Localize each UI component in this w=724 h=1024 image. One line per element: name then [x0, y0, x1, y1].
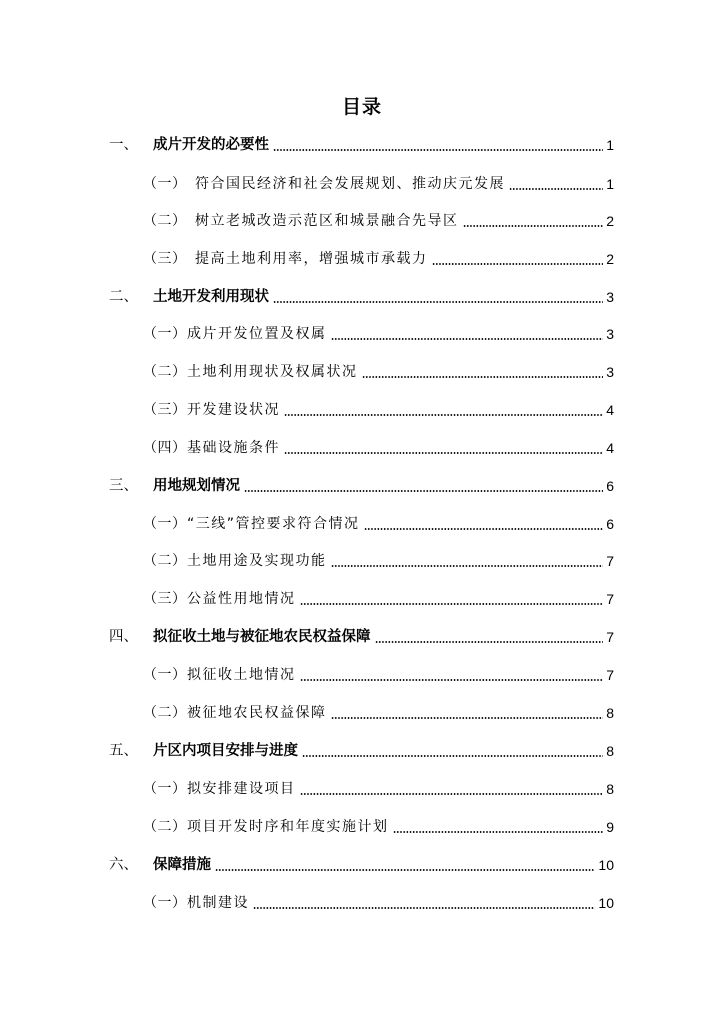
toc-page-number: 1	[606, 137, 614, 153]
toc-entry-title: 成片开发的必要性	[153, 132, 273, 158]
toc-subsection-entry[interactable]	[0, 548, 724, 574]
toc-entry-title: 基础设施条件	[187, 435, 284, 461]
toc-subsection-entry[interactable]	[0, 700, 724, 726]
toc-subsection-entry[interactable]	[0, 435, 724, 461]
toc-entry-number: （三）	[143, 591, 187, 607]
toc-dot-leader	[253, 907, 595, 909]
toc-page-number: 4	[606, 440, 614, 456]
toc-section-entry[interactable]	[0, 738, 724, 764]
toc-entry-title: 树立老城改造示范区和城景融合先导区	[195, 208, 463, 234]
toc-entry-number: （一）	[143, 326, 187, 342]
toc-section-entry[interactable]	[0, 473, 724, 499]
toc-entry-title: “三线”管控要求符合情况	[187, 511, 364, 537]
toc-subsection-entry[interactable]	[0, 586, 724, 612]
toc-entry-number: 三、	[109, 478, 138, 494]
toc-entry-title: 成片开发位置及权属	[187, 321, 331, 347]
toc-page-number: 8	[606, 743, 614, 759]
toc-dot-leader	[364, 528, 603, 530]
toc-subsection-entry[interactable]	[0, 208, 724, 234]
toc-dot-leader	[375, 641, 603, 643]
toc-dot-leader	[432, 263, 603, 265]
toc-section-entry[interactable]	[0, 132, 724, 158]
page-title: 目录	[341, 96, 382, 118]
toc-entry-number: （一）	[143, 667, 187, 683]
toc-entry-title: 拟征收土地与被征地农民权益保障	[153, 624, 375, 650]
toc-entry-number: （四）	[143, 440, 187, 456]
toc-entry-number: 四、	[109, 629, 138, 645]
toc-dot-leader	[300, 679, 603, 681]
toc-dot-leader	[362, 376, 603, 378]
toc-dot-leader	[273, 301, 603, 303]
toc-subsection-entry[interactable]	[0, 776, 724, 802]
toc-page-number: 3	[606, 326, 614, 342]
toc-dot-leader	[284, 414, 603, 416]
toc-entry-title: 公益性用地情况	[187, 586, 300, 612]
toc-page-number: 7	[606, 591, 614, 607]
toc-subsection-entry[interactable]	[0, 662, 724, 688]
toc-page-number: 10	[598, 895, 614, 911]
toc-page-number: 10	[598, 857, 614, 873]
toc-page-number: 3	[606, 289, 614, 305]
toc-section-entry[interactable]	[0, 624, 724, 650]
toc-subsection-entry[interactable]	[0, 890, 724, 916]
toc-entry-title: 符合国民经济和社会发展规划、推动庆元发展	[195, 171, 509, 197]
toc-entry-number: （一）	[143, 781, 187, 797]
toc-page-number: 7	[606, 667, 614, 683]
toc-dot-leader	[509, 188, 603, 190]
toc-subsection-entry[interactable]	[0, 246, 724, 272]
toc-entry-title: 片区内项目安排与进度	[153, 738, 302, 764]
toc-entry-title: 土地开发利用现状	[153, 284, 273, 310]
toc-subsection-entry[interactable]	[0, 511, 724, 537]
toc-entry-number: 一、	[109, 137, 138, 153]
toc-entry-title: 保障措施	[153, 852, 215, 878]
toc-entry-number: （二）	[143, 705, 187, 721]
toc-dot-leader	[331, 565, 603, 567]
toc-page-number: 6	[606, 478, 614, 494]
toc-dot-leader	[331, 717, 603, 719]
toc-dot-leader	[302, 755, 603, 757]
toc-page-number: 8	[606, 781, 614, 797]
toc-dot-leader	[300, 603, 603, 605]
toc-entry-title: 土地用途及实现功能	[187, 548, 331, 574]
toc-subsection-entry[interactable]	[0, 321, 724, 347]
toc-entry-number: 五、	[109, 743, 138, 759]
toc-dot-leader	[463, 225, 603, 227]
toc-entry-number: （一）	[143, 895, 187, 911]
toc-entry-number: （二）	[143, 213, 187, 229]
toc-dot-leader	[393, 831, 603, 833]
toc-page-number: 3	[606, 364, 614, 380]
toc-subsection-entry[interactable]	[0, 171, 724, 197]
toc-page-number: 8	[606, 705, 614, 721]
toc-entry-title: 土地利用现状及权属状况	[187, 359, 362, 385]
toc-entry-number: （一）	[143, 516, 187, 532]
toc-page-number: 9	[606, 819, 614, 835]
toc-entry-title: 拟征收土地情况	[187, 662, 300, 688]
toc-dot-leader	[244, 490, 603, 492]
toc-page-number: 1	[606, 176, 614, 192]
toc-page-number: 6	[606, 516, 614, 532]
toc-page-number: 7	[606, 553, 614, 569]
toc-entry-title: 提高土地利用率，增强城市承载力	[195, 246, 432, 272]
toc-subsection-entry[interactable]	[0, 397, 724, 423]
toc-entry-number: （三）	[143, 402, 187, 418]
toc-entry-number: 六、	[109, 857, 138, 873]
toc-dot-leader	[215, 869, 595, 871]
toc-section-entry[interactable]	[0, 852, 724, 878]
toc-dot-leader	[284, 452, 603, 454]
toc-subsection-entry[interactable]	[0, 359, 724, 385]
toc-entry-number: （三）	[143, 251, 187, 267]
toc-section-entry[interactable]	[0, 284, 724, 310]
toc-page-number: 7	[606, 629, 614, 645]
toc-page-number: 4	[606, 402, 614, 418]
toc-entry-title: 开发建设状况	[187, 397, 284, 423]
toc-entry-number: 二、	[109, 289, 138, 305]
toc-page-number: 2	[606, 213, 614, 229]
toc-entry-title: 项目开发时序和年度实施计划	[187, 814, 393, 840]
toc-entry-number: （一）	[143, 176, 187, 192]
toc-entry-number: （二）	[143, 819, 187, 835]
toc-entry-number: （二）	[143, 364, 187, 380]
toc-dot-leader	[273, 149, 603, 151]
toc-entry-title: 用地规划情况	[153, 473, 244, 499]
toc-entry-title: 拟安排建设项目	[187, 776, 300, 802]
toc-entry-number: （二）	[143, 553, 187, 569]
toc-subsection-entry[interactable]	[0, 814, 724, 840]
toc-dot-leader	[331, 338, 603, 340]
toc-dot-leader	[300, 793, 603, 795]
toc-entry-title: 被征地农民权益保障	[187, 700, 331, 726]
toc-page-number: 2	[606, 251, 614, 267]
toc-entry-title: 机制建设	[187, 890, 253, 916]
